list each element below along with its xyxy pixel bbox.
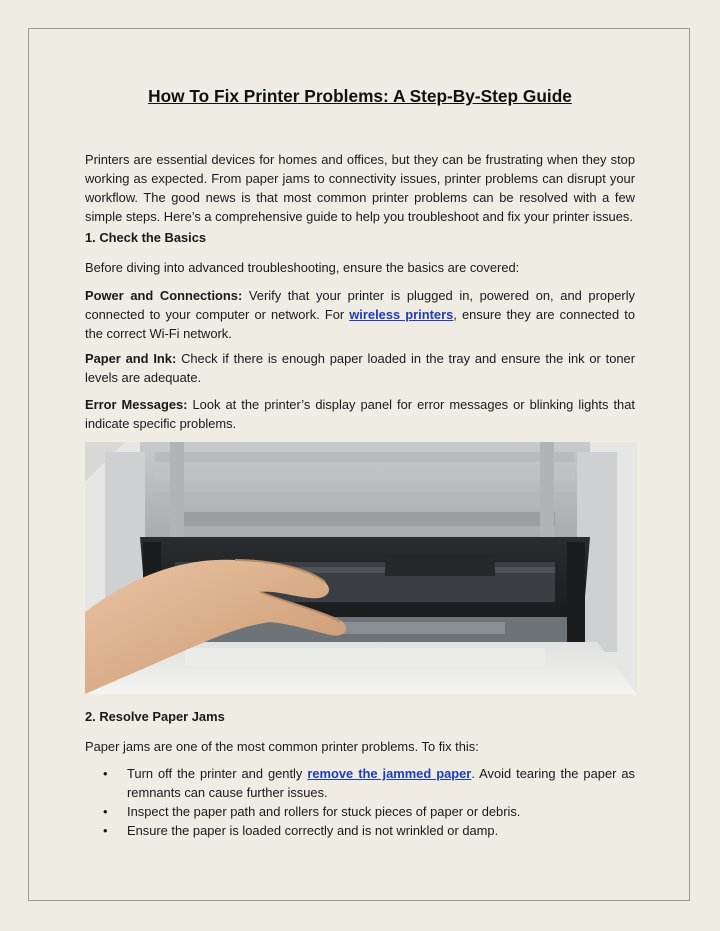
basics-lead: Before diving into advanced troubleshooting, ensure the basics are covered:	[85, 260, 520, 275]
power-text: Verify that your printer is plugged in, powered on, and properly connected to your computer or network. For	[85, 288, 636, 322]
intro-paragraph: Printers are essential devices for homes and offices, but they can be frustrating when they stop working as expected. From paper jams to connectivity issues, printer problems can disrupt your workflow. The good news is that most common printer problems can be resolved with a few simple steps. Here’s a comprehensive guide to help you troubleshoot and fix your printer issues.	[85, 152, 635, 224]
power-label: Power and Connections:	[85, 288, 243, 303]
error-messages-label: Error Messages:	[85, 397, 188, 412]
bullet1-text: Turn off the printer and gently	[127, 766, 308, 781]
paper-ink-text: Check if there is enough paper loaded in the tray and ensure the ink or toner levels are adequate.	[85, 351, 636, 385]
list-item	[85, 764, 635, 802]
paper-ink-paragraph	[85, 349, 635, 387]
power-text-end: , ensure they are connected to the correct Wi-Fi network.	[85, 307, 635, 341]
section-heading-basics: 1. Check the Basics	[85, 230, 207, 245]
bullet-glyph: •	[103, 804, 108, 819]
page-title: How To Fix Printer Problems: A Step-By-Step Guide	[148, 86, 572, 106]
error-messages-text: Look at the printer’s display panel for error messages or blinking lights that indicate specific problems.	[85, 397, 635, 431]
wireless-printers-link[interactable]: wireless printers	[349, 307, 454, 322]
paper-jams-lead: Paper jams are one of the most common printer problems. To fix this:	[85, 739, 479, 754]
list-item	[85, 821, 635, 840]
paper-ink-label: Paper and Ink:	[85, 351, 177, 366]
power-paragraph	[85, 286, 635, 343]
error-messages-paragraph	[85, 395, 635, 433]
bullet-glyph: •	[103, 766, 108, 781]
printer-photo	[85, 442, 637, 694]
bullet-glyph: •	[103, 823, 108, 838]
bullet3-text: Ensure the paper is loaded correctly and is not wrinkled or damp.	[127, 823, 499, 838]
section-heading-paper-jams: 2. Resolve Paper Jams	[85, 709, 225, 724]
bullet1-text-end: . Avoid tearing the paper as remnants can cause further issues.	[127, 766, 635, 800]
bullet2-text: Inspect the paper path and rollers for stuck pieces of paper or debris.	[127, 804, 521, 819]
paper-jam-steps	[85, 764, 635, 840]
list-item	[85, 802, 635, 821]
remove-jammed-paper-link[interactable]: remove the jammed paper	[307, 766, 472, 781]
